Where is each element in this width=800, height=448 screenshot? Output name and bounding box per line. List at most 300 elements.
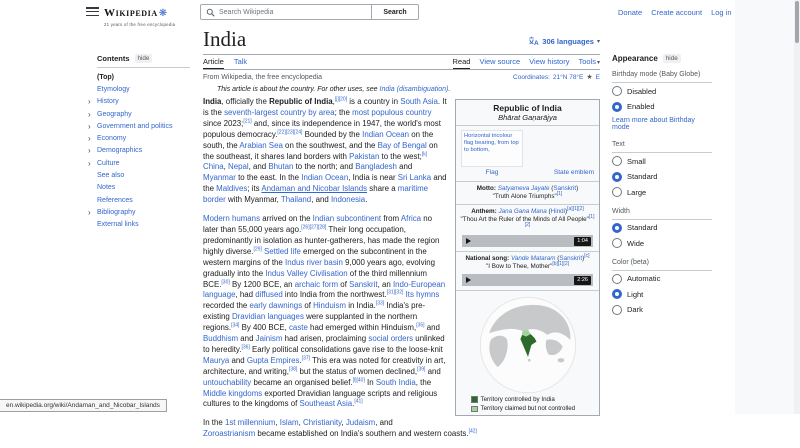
text-run: on the southwest, and the	[282, 140, 378, 150]
wikipedia-logo[interactable]	[104, 3, 175, 27]
contents-sidebar	[88, 54, 190, 231]
play-icon[interactable]	[466, 238, 471, 244]
text-run: , officially the	[221, 97, 270, 106]
inline-link[interactable]: untouchability	[203, 377, 252, 387]
text-run: "Truth Alone Triumphs"	[492, 193, 557, 200]
sidebar-item-geography[interactable]	[88, 108, 190, 120]
text-run: but the status of women declined,	[297, 366, 418, 376]
citation-ref[interactable]: [26][27][28]	[301, 224, 327, 231]
radio-option-birthday-mode-baby-globe-disabled[interactable]	[612, 84, 712, 99]
inline-link[interactable]: most populous country	[352, 107, 432, 117]
text-run: ; its	[247, 184, 262, 194]
citation-ref[interactable]: [b][1][2]	[552, 260, 569, 267]
text-run: on the south, the	[203, 129, 434, 150]
text-run: Their long occupation, predominantly in isolation as hunter-gatherers, has made the region highly diverse.	[203, 224, 440, 256]
text-run: since 2023;	[203, 118, 244, 128]
infobox-country-name: Republic of India	[493, 103, 562, 113]
citation-ref[interactable]: [j][20]	[334, 96, 348, 103]
citation-ref[interactable]: [41]	[354, 398, 363, 405]
radio-selected-icon[interactable]	[612, 223, 622, 233]
account-links	[618, 8, 732, 17]
radio-icon[interactable]	[612, 156, 622, 166]
chevron-right-icon[interactable]: ›	[88, 207, 91, 217]
scrollbar[interactable]	[794, 0, 800, 414]
inline-link[interactable]: Arabian Sea	[239, 140, 283, 150]
sidebar-item-label: Notes	[97, 184, 116, 192]
appearance-group-color-beta	[612, 251, 712, 318]
inline-link[interactable]: Bay of Bengal	[377, 140, 427, 150]
text-run: is a country in	[347, 97, 401, 106]
text-run: to the east. In the	[235, 173, 302, 183]
text-run: .	[352, 399, 355, 409]
citation-ref[interactable]: [37]	[301, 355, 311, 362]
country-infobox	[455, 99, 600, 416]
citation-ref[interactable]: [35]	[416, 322, 425, 329]
inline-link[interactable]: Jainism	[255, 334, 283, 344]
text-run: into India from the northwest.	[282, 290, 387, 300]
text-run: share a	[367, 184, 398, 194]
radio-option-text-large[interactable]	[612, 185, 712, 200]
logo-wordmark: Wikipedia	[104, 7, 158, 19]
contents-hide-button[interactable]: hide	[135, 54, 153, 63]
appearance-section-label: Text	[612, 133, 712, 153]
citation-ref[interactable]: [30]	[221, 278, 230, 285]
inline-link[interactable]: Sanskrit	[553, 185, 577, 192]
text-run: .	[448, 86, 451, 93]
sidebar-item-label: Culture	[97, 159, 120, 167]
inline-link[interactable]: seventh-largest country by area	[224, 107, 335, 117]
flag-image-broken[interactable]: Horizontal tricolour flag bearing, from top to bottom,	[461, 130, 523, 167]
inline-link[interactable]: maritime border	[203, 184, 429, 205]
legend-swatch	[471, 396, 478, 403]
language-icon	[528, 36, 539, 46]
inline-link[interactable]: caste	[288, 323, 308, 333]
song-audio-player[interactable]	[462, 274, 593, 286]
text-run: and	[396, 162, 413, 172]
inline-link[interactable]: Sanskrit	[349, 279, 378, 289]
donate-link[interactable]: Donate	[618, 8, 643, 17]
text-run: , had	[235, 290, 256, 300]
chevron-right-icon[interactable]: ›	[88, 134, 91, 144]
inline-link[interactable]: early dawnings	[249, 301, 303, 311]
sidebar-item-label: Bibliography	[97, 208, 136, 216]
text-run: .	[299, 355, 302, 365]
inline-link[interactable]: Southeast Asia	[299, 399, 353, 409]
learn-more-link[interactable]: Learn more about Birthday mode	[612, 117, 695, 131]
citation-ref[interactable]: [l][40]	[352, 377, 365, 384]
languages-count: 306 languages	[542, 36, 594, 46]
chevron-right-icon[interactable]: ›	[88, 121, 91, 131]
inline-link[interactable]: Jana Gana Mana	[498, 208, 547, 215]
motto-line	[460, 185, 595, 193]
radio-option-width-standard[interactable]	[612, 221, 712, 236]
text-run: In the	[203, 418, 225, 428]
motto-translation	[460, 190, 595, 201]
text-run: emerged on the subcontinent in the western margins of the	[203, 246, 427, 267]
text-run: . It is the	[203, 97, 447, 117]
sidebar-item-label: Demographics	[97, 147, 143, 155]
text-run: ,	[223, 162, 229, 172]
citation-ref[interactable]: [22][23][24]	[277, 129, 303, 136]
appearance-groups	[612, 63, 712, 317]
citation-ref[interactable]: [36]	[241, 344, 250, 351]
legend-label: Territory claimed but not controlled	[480, 405, 576, 412]
citation-ref[interactable]: [1]	[556, 190, 563, 197]
text-run: exported Dravidian language scripts and religious cultures to the kingdoms of	[203, 388, 438, 409]
appearance-title: Appearance	[612, 54, 658, 63]
inline-link[interactable]: Sri Lanka	[397, 173, 432, 183]
appearance-group-birthday-mode-baby-globe	[612, 63, 712, 131]
contents-title: Contents	[97, 54, 130, 63]
text-run: from	[381, 214, 401, 224]
inline-link[interactable]: Pakistan	[349, 151, 380, 161]
text-run: , India is near	[348, 173, 398, 183]
text-run: ,	[298, 418, 304, 428]
text-run: in India.	[346, 301, 376, 311]
text-run: This article is about the country. For other uses, see	[217, 86, 380, 93]
coordinates-value[interactable]: 21°N 78°E	[552, 73, 584, 81]
inline-link[interactable]: Bangladesh	[355, 162, 397, 172]
inline-link[interactable]: Its hymns	[405, 290, 440, 300]
link-status-tooltip: en.wikipedia.org/wiki/Andaman_and_Nicobar_Islands	[0, 399, 167, 412]
inline-link[interactable]: social orders	[368, 334, 414, 344]
text-run: Republic of India	[269, 97, 333, 106]
citation-ref[interactable]: [38]	[288, 366, 298, 373]
legend-swatch	[471, 406, 478, 413]
sidebar-item-top[interactable]	[88, 71, 190, 83]
inline-link[interactable]: Satyameva Jayate	[497, 185, 550, 192]
inline-link[interactable]: South India	[375, 377, 416, 387]
inline-link[interactable]: India (disambiguation)	[379, 86, 449, 93]
sidebar-item-external-links[interactable]	[88, 219, 190, 231]
tab-talk[interactable]: Talk	[233, 57, 248, 66]
paragraph	[203, 418, 600, 440]
text-run: and the	[203, 173, 447, 194]
text-run: became an organised belief.	[251, 377, 353, 387]
inline-link[interactable]: Myanmar	[203, 173, 236, 183]
anthem-line	[460, 205, 595, 216]
sidebar-item-label: Government and politics	[97, 122, 173, 130]
text-run: , and	[375, 418, 393, 428]
sidebar-item-bibliography[interactable]	[88, 206, 190, 218]
inline-link[interactable]: Nepal	[228, 162, 249, 172]
featured-article-star-icon[interactable]: ★	[586, 74, 593, 81]
text-run: and	[424, 323, 440, 333]
sidebar-item-economy[interactable]	[88, 132, 190, 144]
flag-link[interactable]: Flag	[485, 169, 499, 176]
appearance-group-text	[612, 133, 712, 200]
text-run: ,	[341, 418, 346, 428]
search-button[interactable]: Search	[372, 4, 419, 20]
inline-link[interactable]: Sanskrit	[559, 255, 583, 262]
text-run: had emerged within Hinduism,	[307, 323, 417, 333]
radio-option-label: Standard	[627, 223, 658, 233]
inline-link[interactable]: Indus river basin	[285, 257, 343, 267]
sidebar-item-history[interactable]	[88, 96, 190, 108]
chevron-right-icon[interactable]: ›	[88, 97, 91, 107]
tab-view-source[interactable]: View source	[479, 57, 521, 66]
page-indicator[interactable]: E	[595, 73, 600, 81]
radio-option-color-beta-automatic[interactable]	[612, 272, 712, 287]
radio-option-label: Wide	[627, 238, 645, 248]
tab-view-history[interactable]: View history	[529, 57, 570, 66]
text-run: By 1200 BCE, an	[229, 279, 295, 289]
map-legend	[460, 396, 595, 414]
site-subtitle: From Wikipedia, the free encyclopedia	[203, 73, 323, 81]
log-in-link[interactable]: Log in	[711, 8, 732, 17]
inline-link[interactable]: Africa	[400, 214, 422, 224]
text-run: recorded the	[203, 301, 250, 311]
radio-icon[interactable]	[612, 305, 622, 315]
create-account-link[interactable]: Create account	[651, 8, 703, 17]
chevron-right-icon[interactable]: ›	[88, 158, 91, 168]
logo-tagline: 21 years of the free encyclopedia	[104, 21, 176, 27]
inline-link[interactable]: diffused	[255, 290, 283, 300]
puzzle-globe-icon: ❋	[158, 8, 168, 19]
sidebar-item-label: References	[97, 196, 133, 204]
inline-link[interactable]: Islam	[279, 418, 299, 428]
infobox-native-name: Bhārat Gaṇarājya	[498, 113, 557, 122]
text-run: Early political consolidations gave rise to the loose-knit	[249, 344, 443, 354]
citation-ref[interactable]: [1][2]	[524, 213, 595, 228]
radio-selected-icon[interactable]	[612, 289, 622, 299]
citation-ref[interactable]: [c]	[584, 252, 590, 259]
legend-item	[471, 396, 595, 404]
radio-option-label: Large	[627, 187, 647, 197]
text-run: arrived on the	[260, 214, 313, 224]
text-run: "I Bow to Thee, Mother"	[486, 263, 553, 270]
radio-selected-icon[interactable]	[612, 102, 622, 112]
inline-link[interactable]: Indian subcontinent	[312, 214, 382, 224]
inline-link[interactable]: Thailand	[280, 195, 312, 205]
inline-link[interactable]: Indonesia	[330, 195, 366, 205]
sidebar-item-see-also[interactable]	[88, 169, 190, 181]
radio-icon[interactable]	[612, 238, 622, 248]
radio-option-color-beta-light[interactable]	[612, 287, 712, 302]
appearance-hide-button[interactable]: hide	[663, 54, 681, 63]
text-run: no later than 55,000 years ago.	[203, 214, 433, 234]
sidebar-item-label: History	[97, 98, 119, 106]
chevron-down-icon: ▾	[596, 60, 600, 66]
radio-option-label: Small	[627, 156, 646, 166]
song-duration: 2:26	[574, 276, 591, 285]
inline-link[interactable]: Dravidian languages	[231, 312, 304, 322]
text-run: )	[565, 208, 568, 215]
national-song-translation	[460, 260, 595, 271]
text-run: and	[238, 334, 256, 344]
text-run: ,	[275, 418, 280, 428]
page-title: India	[203, 27, 247, 51]
menu-icon[interactable]	[86, 7, 99, 19]
chevron-right-icon[interactable]: ›	[88, 109, 91, 119]
inline-link[interactable]: Modern humans	[203, 214, 261, 224]
sidebar-item-label: Geography	[97, 110, 132, 118]
inline-link[interactable]: South Asia	[400, 97, 438, 106]
inline-link[interactable]: China	[203, 162, 224, 172]
text-run: were supplanted in the northern regions.	[203, 312, 418, 333]
sidebar-item-government-and-politics[interactable]	[88, 120, 190, 132]
citation-ref[interactable]: [42]	[468, 428, 477, 435]
text-run: on the southeast, it shares land borders with	[203, 140, 438, 161]
inline-link[interactable]: Buddhism	[203, 334, 239, 344]
page-background	[735, 0, 794, 414]
inline-link[interactable]: Bhutan	[268, 162, 294, 172]
divider	[97, 67, 190, 68]
coordinates-label[interactable]: Coordinates:	[513, 73, 550, 81]
sidebar-item-label: Economy	[97, 135, 127, 143]
text-run: , and	[311, 195, 331, 205]
appearance-section-label: Birthday mode (Baby Globe)	[612, 63, 712, 83]
text-run: of	[338, 279, 350, 289]
citation-ref[interactable]: [a][1][2]	[567, 205, 584, 212]
inline-link[interactable]: Maurya	[203, 355, 230, 365]
citation-ref[interactable]: [29]	[253, 246, 262, 253]
appearance-section-label: Width	[612, 200, 712, 220]
sidebar-item-label: See also	[97, 172, 125, 180]
inline-link[interactable]: Indian Ocean	[301, 173, 349, 183]
radio-selected-icon[interactable]	[612, 172, 622, 182]
sidebar-item-etymology[interactable]	[88, 83, 190, 95]
inline-link[interactable]: Judaism	[345, 418, 376, 428]
chevron-down-icon: ▾	[596, 38, 600, 45]
sidebar-item-culture[interactable]	[88, 157, 190, 169]
inline-link[interactable]: Hindi	[550, 208, 566, 215]
radio-icon[interactable]	[612, 187, 622, 197]
citation-ref[interactable]: [21]	[243, 118, 252, 125]
radio-option-label: Enabled	[627, 102, 655, 112]
sidebar-item-label: External links	[97, 221, 139, 229]
text-run: By 400 BCE,	[239, 323, 289, 333]
state-emblem-link[interactable]: State emblem	[553, 169, 594, 176]
text-run: and	[425, 366, 441, 376]
text-run: India	[203, 97, 222, 106]
citation-ref[interactable]: [39]	[417, 366, 426, 373]
top-bar	[0, 0, 800, 27]
text-run: unlinked to heredity.	[203, 334, 445, 354]
citation-ref[interactable]: [33]	[375, 300, 385, 307]
search-placeholder: Search Wikipedia	[219, 8, 274, 16]
inline-link[interactable]: Gupta Empires	[246, 355, 300, 365]
sidebar-item-notes[interactable]	[88, 182, 190, 194]
anthem-duration: 1:04	[574, 237, 591, 246]
search-icon	[206, 8, 215, 17]
search-input[interactable]	[200, 4, 372, 20]
svg-text:A: A	[534, 40, 539, 47]
text-run: and, since its independence in 1947, the world's most populous democracy.	[203, 118, 441, 139]
text-run: to the north; and	[293, 162, 356, 172]
sidebar-item-references[interactable]	[88, 194, 190, 206]
text-run: of the third millennium BCE.	[203, 268, 427, 289]
radio-icon[interactable]	[612, 274, 622, 284]
text-run: )	[582, 255, 585, 262]
text-run: India's pre-existing	[203, 301, 426, 322]
anthem-audio-player[interactable]	[462, 235, 593, 247]
citation-ref[interactable]: [31][32]	[386, 289, 404, 296]
inline-link[interactable]: Andaman and Nicobar Islands	[261, 184, 368, 194]
sidebar-item-label: Etymology	[97, 85, 130, 93]
text-run: , the	[415, 377, 432, 387]
citation-ref[interactable]: [34]	[231, 322, 240, 329]
radio-icon[interactable]	[612, 86, 622, 96]
text-run: , an	[377, 279, 393, 289]
citation-ref[interactable]: [k]	[421, 150, 428, 157]
inline-link[interactable]: 1st millennium	[224, 418, 276, 428]
hatnote	[203, 86, 600, 93]
text-run: )	[576, 185, 579, 192]
tab-tools[interactable]: Tools▾	[578, 57, 600, 66]
radio-option-label: Standard	[627, 172, 658, 182]
article-body	[203, 97, 600, 440]
national-song-line	[460, 252, 595, 263]
text-run: This era was noted for creativity in art, architecture, and writing,	[203, 355, 446, 376]
tab-article[interactable]: Article	[203, 54, 224, 69]
inline-link[interactable]: Indo-European language	[203, 279, 446, 300]
text-run: .	[365, 195, 368, 205]
languages-button[interactable]	[528, 36, 600, 46]
india-locator-globe[interactable]	[479, 296, 577, 394]
inline-link[interactable]: Zoroastrianism	[203, 429, 256, 439]
sidebar-item-demographics[interactable]	[88, 145, 190, 157]
text-run: "Thou Art the Ruler of the Minds of All People"	[460, 216, 589, 223]
tab-read[interactable]: Read	[453, 54, 471, 69]
play-icon[interactable]	[466, 277, 471, 283]
appearance-section-label: Color (beta)	[612, 251, 712, 271]
radio-option-text-standard[interactable]	[612, 170, 712, 185]
inline-link[interactable]: Middle kingdoms	[203, 388, 263, 398]
radio-option-text-small[interactable]	[612, 154, 712, 169]
text-run: had arisen, proclaiming	[282, 334, 369, 344]
text-run: with Myanmar,	[225, 195, 281, 205]
text-run: became established on India's southern and western coasts.	[255, 429, 469, 439]
appearance-panel	[612, 54, 712, 317]
legend-item	[471, 405, 595, 413]
inline-link[interactable]: Indian Ocean	[362, 129, 410, 139]
inline-link[interactable]: archaic form	[294, 279, 339, 289]
text-run: , and	[248, 162, 269, 172]
radio-option-label: Light	[627, 289, 644, 299]
inline-link[interactable]: Maldives	[216, 184, 248, 194]
text-run: (	[555, 255, 560, 262]
radio-option-label: Dark	[627, 305, 643, 315]
text-run: ; the	[334, 107, 353, 117]
inline-link[interactable]: Hinduism	[313, 301, 346, 311]
radio-option-label: Disabled	[627, 86, 657, 96]
namespace-tabs	[203, 54, 247, 69]
inline-link[interactable]: Indus Valley Civilisation	[265, 268, 348, 278]
article-column	[203, 27, 600, 448]
text-run: 9,000 years ago, evolving gradually into the	[203, 257, 436, 278]
chevron-right-icon[interactable]: ›	[88, 146, 91, 156]
radio-option-color-beta-dark[interactable]	[612, 303, 712, 318]
legend-label: Territory controlled by India	[480, 395, 555, 403]
scrollbar-thumb[interactable]	[795, 1, 799, 43]
radio-option-label: Automatic	[627, 274, 661, 284]
radio-option-birthday-mode-baby-globe-enabled[interactable]	[612, 100, 712, 115]
inline-link[interactable]: Settled life	[264, 246, 301, 256]
inline-link[interactable]: Christianity	[303, 418, 342, 428]
text-run: Motto:	[476, 185, 498, 192]
radio-option-width-wide[interactable]	[612, 236, 712, 251]
text-run: to the west;	[379, 151, 422, 161]
text-run: (	[546, 208, 551, 215]
text-run: Anthem:	[471, 208, 499, 215]
text-run: of	[302, 301, 314, 311]
appearance-group-width	[612, 200, 712, 251]
text-run: (	[549, 185, 554, 192]
inline-link[interactable]: Vande Mataram	[510, 255, 556, 262]
anthem-translation	[460, 213, 595, 232]
text-run: and	[229, 355, 247, 365]
